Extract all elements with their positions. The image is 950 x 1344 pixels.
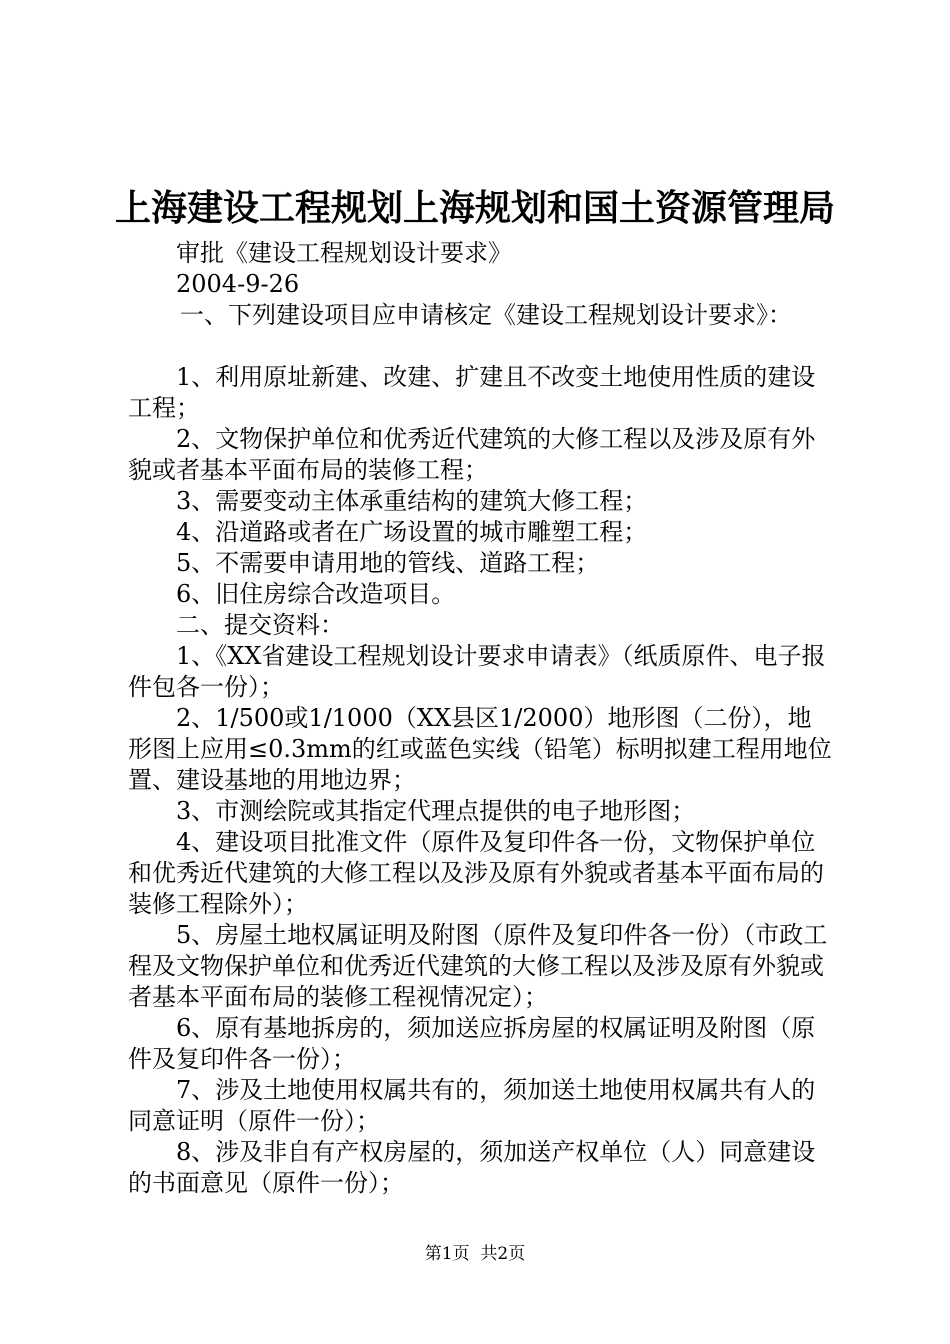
- section-2-heading: 二、提交资料：: [176, 611, 344, 639]
- section-1-item: 5、不需要申请用地的管线、道路工程；: [176, 549, 600, 577]
- section-2-item: 5、房屋土地权属证明及附图（原件及复印件各一份）（市政工程及文物保护单位和优秀近代建筑的大修工程以及涉及原有外貌或者基本平面布局的装修工程视情况定）；: [128, 921, 828, 1011]
- document-date: 2004-9-26: [176, 270, 300, 298]
- section-2-item: 7、涉及土地使用权属共有的，须加送土地使用权属共有人的同意证明（原件一份）；: [128, 1076, 816, 1135]
- document-body: [128, 238, 834, 1199]
- section-1-item: 1、利用原址新建、改建、扩建且不改变土地使用性质的建设工程；: [128, 363, 816, 422]
- page-footer: [0, 1243, 950, 1265]
- section-1-item: 3、需要变动主体承重结构的建筑大修工程；: [176, 487, 648, 515]
- section-1-item: 4、沿道路或者在广场设置的城市雕塑工程；: [176, 518, 648, 546]
- section-2-item: 1、《XX省建设工程规划设计要求申请表》（纸质原件、电子报件包各一份）；: [128, 642, 826, 701]
- section-2-item: 3、市测绘院或其指定代理点提供的电子地形图；: [176, 797, 696, 825]
- section-1-heading: 一、下列建设项目应申请核定《建设工程规划设计要求》：: [180, 301, 792, 329]
- section-2-item: 6、原有基地拆房的，须加送应拆房屋的权属证明及附图（原件及复印件各一份）；: [128, 1014, 816, 1073]
- section-1-item: 6、旧住房综合改造项目。: [176, 580, 456, 608]
- section-2-item: 8、涉及非自有产权房屋的，须加送产权单位（人）同意建设的书面意见（原件一份）；: [128, 1138, 816, 1197]
- document-title: 上海建设工程规划上海规划和国土资源管理局: [114, 187, 835, 229]
- section-2-item: 4、建设项目批准文件（原件及复印件各一份，文物保护单位和优秀近代建筑的大修工程以及涉及原有外貌或者基本平面布局的装修工程除外）；: [128, 828, 824, 918]
- blank-line: [128, 331, 834, 362]
- page-number-label: 第1页 共2页: [424, 1244, 526, 1264]
- document-subtitle: 审批《建设工程规划设计要求》: [176, 239, 512, 267]
- section-1-item: 2、文物保护单位和优秀近代建筑的大修工程以及涉及原有外貌或者基本平面布局的装修工程；: [128, 425, 816, 484]
- section-2-item: 2、1/500或1/1000（XX县区1/2000）地形图（二份），地形图上应用≤0.3mm的红或蓝色实线（铅笔）标明拟建工程用地位置、建设基地的用地边界；: [128, 704, 832, 794]
